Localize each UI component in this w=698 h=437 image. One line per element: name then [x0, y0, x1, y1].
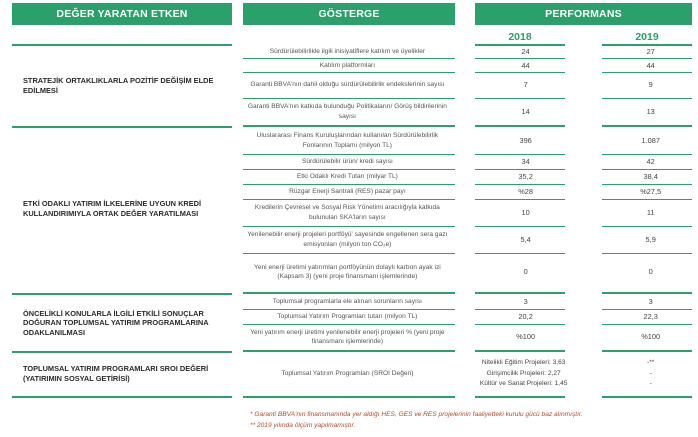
table-row: [243, 59, 695, 72]
value-2019: 42: [646, 156, 655, 166]
value-2018: 396: [519, 135, 532, 145]
value-2018: 20,2: [518, 311, 533, 321]
indicator-cell: Sürdürülebilirlikle ilgili inisiyatiflere katılım ve üyelikler: [269, 47, 426, 55]
table-row: [243, 254, 695, 290]
value-2018: Nitelikli Eğitim Projeleri: 3,63 Girişimcilik Projeleri: 2,27 Kültür ve Sanat Projeleri: 1,45: [479, 359, 568, 388]
table-row: [243, 45, 695, 58]
table-row: [243, 227, 695, 252]
indicator-cell: Yeni yatırım enerji üretimi yenilenebilir enerji projeleri % (yeni proje finansmanı işlemlerinde): [250, 328, 445, 345]
value-2019: 3: [648, 296, 653, 306]
value-2019: 9: [648, 80, 653, 90]
footnote: * Garanti BBVA'nın finansmanında yer aldığı HES, GES ve RES projelerinin faaliyetteki kurulu gücü baz alınmıştır.: [250, 411, 583, 418]
value-2019: 13: [646, 106, 655, 116]
value-2018: 0: [523, 267, 528, 277]
header-indicator: GÖSTERGE: [243, 3, 455, 25]
value-2018: 34: [521, 156, 530, 166]
value-2018: 7: [523, 80, 528, 90]
value-2018: 5,4: [520, 234, 531, 244]
indicator-cell: Kredilerin Çevresel ve Sosyal Risk Yönetimi aracılığıyla katkıda bulunulan SKA'ların sayısı: [254, 204, 440, 221]
table-row: [243, 99, 695, 124]
group-divider: [12, 293, 232, 295]
value-2018: 3: [523, 296, 528, 306]
value-2018: 35,2: [518, 171, 533, 181]
header-factor: DEĞER YARATAN ETKEN: [12, 3, 232, 25]
indicator-cell: Garanti BBVA'nın katkıda bulunduğu Politikaların/ Görüş bildirilerinin sayısı: [247, 103, 447, 120]
value-2019: 22,3: [643, 311, 658, 321]
value-2018: 10: [521, 207, 530, 217]
indicator-cell: Katılım platformları: [319, 61, 376, 69]
value-2019: 27: [646, 46, 655, 56]
value-2019: 38,4: [643, 171, 658, 181]
indicator-cell: Garanti BBVA'nın dahil olduğu sürdürülebilirlik endekslerinin sayısı: [250, 81, 445, 89]
indicator-cell: Etki Odaklı Kredi Tutarı (milyar TL): [296, 172, 398, 180]
value-2018: %28: [518, 186, 534, 196]
year-2018: 2018: [508, 31, 532, 43]
value-2018: 14: [521, 106, 530, 116]
value-2018: 44: [521, 60, 530, 70]
group-label: TOPLUMSAL YATIRIM PROGRAMLARI SROI DEĞERİ (YATIRIMIN SOSYAL GETİRİSİ): [23, 364, 209, 383]
indicator-cell: Rüzgar Enerji Santrali (RES) pazar payı: [289, 187, 406, 195]
indicator-cell: Toplumsal Yatırım Programları tutarı (milyon TL): [277, 312, 418, 320]
table-row: [243, 295, 695, 308]
indicator-cell: Toplumsal Yatırım Programları (SROI Değeri): [281, 370, 414, 378]
indicator-cell: Uluslararası Finans Kuruluşlarından kullanılan Sürdürülebilirlik Fonlarının Toplamı (milyon TL): [256, 132, 439, 149]
table-row: [243, 200, 695, 225]
value-2018: %100: [516, 332, 536, 342]
indicator-cell: Toplumsal programlarla ele alınan sorunların sayısı: [272, 297, 422, 305]
value-2019: %100: [641, 332, 661, 342]
table-row: [243, 128, 695, 153]
value-2019: %27,5: [640, 186, 662, 196]
indicator-cell: Yenilenebilir enerji projeleri portföyü' sayesinde engellenen sera gazı emisyonları (milyon ton CO₂e): [247, 231, 448, 248]
value-2019: 1.087: [641, 135, 660, 145]
value-2019: -** - -: [647, 359, 655, 388]
indicator-cell: Sürdürülebilir ürün/ kredi sayısı: [301, 157, 393, 165]
footnote: ** 2019 yılında ölçüm yapılmamıştır.: [250, 422, 356, 429]
table-row: [243, 310, 695, 323]
indicator-cell: Yeni enerji üretimi yatırımları portföyünün dolaylı karbon ayak izi (Kapsam 3) (yeni proje finansmanı işlemlerinde): [254, 263, 441, 280]
table-row: [243, 155, 695, 168]
table-row: [243, 354, 695, 394]
value-2019: 44: [646, 60, 655, 70]
value-2019: 0: [648, 267, 653, 277]
group-divider: [243, 125, 455, 127]
table-row: [243, 73, 695, 97]
group-label: ETKİ ODAKLI YATIRIM İLKELERİNE UYGUN KREDİ KULLANDIRIMIYLA ORTAK DEĞER YARATILMASI: [23, 199, 202, 218]
group-label: STRATEJİK ORTAKLIKLARLA POZİTİF DEĞİŞİM ELDE EDİLMESİ: [23, 76, 214, 95]
table-row: [243, 325, 695, 349]
group-label: ÖNCELİKLİ KONULARLA İLGİLİ ETKİLİ SONUÇLAR DOĞURAN TOPLUMSAL YATIRIM PROGRAMLARINA ODAKLANILMASI: [23, 308, 209, 337]
value-2019: 5,9: [645, 234, 656, 244]
value-2019: 11: [646, 207, 655, 217]
table-row: [243, 185, 695, 198]
header-performance: PERFORMANS: [475, 3, 692, 25]
year-2019: 2019: [635, 31, 659, 43]
group-divider: [12, 351, 232, 353]
table-row: [243, 170, 695, 183]
value-2018: 24: [521, 46, 530, 56]
